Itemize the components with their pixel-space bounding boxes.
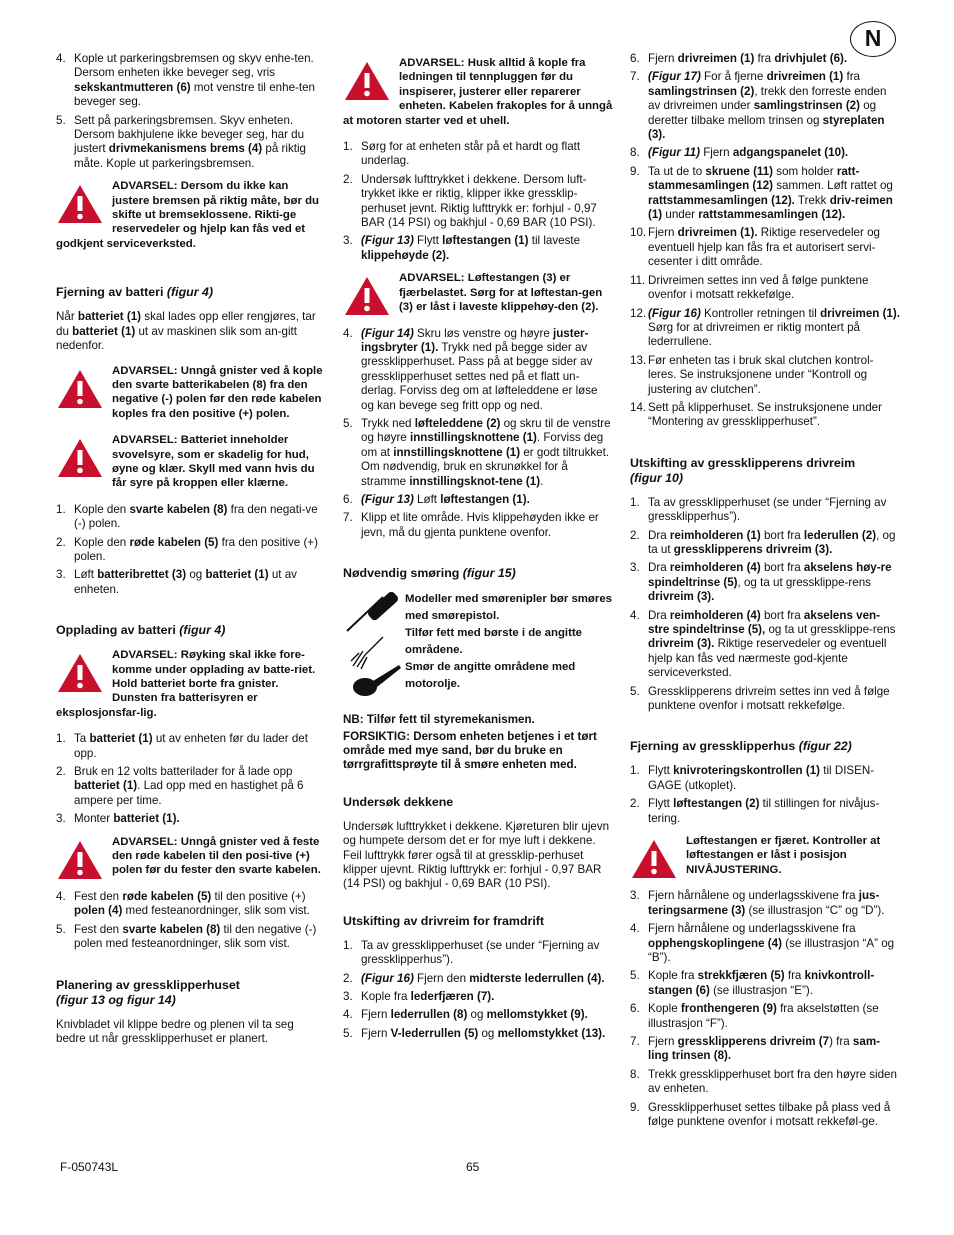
list-item-text: Ta av gressklipperhuset (se under “Fjerning av gressklipperhus”). — [361, 938, 600, 967]
list-remove-deck-b — [630, 889, 900, 1129]
list-item-number: 5. — [56, 922, 66, 936]
list-item-text: Trekk gressklipperhuset bort fra den høyre siden av enheten. — [648, 1067, 897, 1096]
heading-battery-charge: Opplading av batteri (figur 4) — [56, 623, 226, 638]
list-item-text: Ta batteriet (1) ut av enheten før du lader det opp. — [74, 732, 308, 760]
deck-leveling-text: Knivbladet vil klippe bedre og plenen vil ta seg bedre ut når gressklipperhuset er planert. — [56, 1017, 294, 1045]
warning-spark — [56, 364, 324, 422]
list-item-number: 3. — [56, 568, 66, 582]
list-item-text: (Figur 16) Kontroller retningen til drivreimen (1). Sørg for at drivreimen er riktig montert på lederrullene. — [648, 306, 900, 349]
list-drive-belt-cont — [630, 52, 900, 430]
list-item-number: 12. — [630, 306, 647, 320]
list-item — [630, 1002, 900, 1031]
list-item-number: 1. — [630, 495, 640, 509]
list-item-number: 1. — [343, 140, 353, 154]
list-item-number: 2. — [630, 797, 640, 811]
list-item — [343, 1027, 613, 1041]
warning-text: ADVARSEL: Røyking skal ikke fore-komme under opplading av batte-riet. Hold batteriet borte fra gnister. Dunsten fra batterisyren er eksplosjonsfar-lig. — [56, 649, 316, 719]
list-item-text: Fest den svarte kabelen (8) til den negative (-) polen med festeanordninger, slik som vist. — [74, 922, 317, 951]
list-item-text: Ta av gressklipperhuset (se under “Fjerning av gressklipperhus”). — [648, 495, 887, 524]
list-item-number: 6. — [343, 492, 353, 506]
heading-deck-leveling: Planering av gressklipperhuset (figur 13 og figur 14) — [56, 977, 240, 1007]
list-item-number: 3. — [56, 812, 66, 826]
list-item-text: (Figur 14) Skru løs venstre og høyre juster-ingsbryter (1). Trykk ned på begge sider av gressklipperhuset. Pass på at begge sider av gressklipperhuset settes ned på et flatt un-derlag. Forviss deg om at løfteleddene er løse og kan bevege seg fritt opp og ned. — [361, 326, 598, 412]
list-leveling-a — [343, 140, 613, 263]
page-language-badge: N — [850, 21, 896, 57]
list-item-number: 9. — [630, 164, 640, 178]
list-item-text: (Figur 16) Fjern den midterste lederrullen (4). — [361, 971, 605, 985]
column-middle — [343, 52, 613, 1045]
list-leveling-b — [343, 327, 613, 541]
brush-icon — [351, 637, 383, 669]
list-item — [343, 417, 613, 489]
list-item-text: Kople ut parkeringsbremsen og skyv enhe-ten. Dersom enheten ikke beveger seg, vris sekskantmutteren (6) mot venstre til enhe-ten beveger seg. — [74, 52, 315, 109]
list-item — [630, 1101, 900, 1130]
list-item-text: Dra reimholderen (1) bort fra lederullen (2), og ta ut gressklipperens drivreim (3). — [648, 528, 896, 556]
list-item — [630, 496, 900, 525]
list-item-text: Undersøk lufttrykket i dekkene. Dersom luft-trykket ikke er riktig, klipper ikke gressklip-perhuset jevnt. Riktig lufttrykk er: forhjul - 0,97 BAR (14 PSI) og bakhjul - 0,69 BAR (10 PSI). — [361, 172, 597, 230]
lubrication-legend — [343, 591, 613, 703]
page-number: 65 — [466, 1160, 480, 1174]
list-item-number: 8. — [630, 1067, 640, 1081]
caution-note: FORSIKTIG: Dersom enheten betjenes i et tørt område med mye sand, bør du bruke en tørrgrafittsprøyte til å smøre enheten med. — [343, 729, 597, 772]
list-item — [630, 146, 900, 160]
lube-text-oil: Smør de angitte områdene med motorolje. — [405, 661, 576, 691]
warning-triangle-icon — [56, 183, 104, 225]
list-item-number: 6. — [630, 52, 640, 65]
list-item — [630, 764, 900, 793]
list-item — [343, 990, 613, 1004]
list-item-text: Fjern drivreimen (1) fra drivhjulet (6). — [648, 52, 848, 65]
warning-text: ADVARSEL: Unngå gnister ved å kople den svarte batterikabelen (8) fra den negative (-) polen før den røde kabelen koples fra den positive (+) polen. — [112, 364, 323, 420]
list-item-text: (Figur 11) Fjern adgangspanelet (10). — [648, 146, 849, 160]
list-item-text: Sørg for at enheten står på et hardt og flatt underlag. — [361, 140, 581, 168]
list-item — [343, 1008, 613, 1022]
list-item — [630, 969, 900, 998]
list-item-text: Sett på parkeringsbremsen. Skyv enheten. Dersom bakhjulene ikke beveger seg, har du justert drivmekanismens brems (4) på riktig måte. Kople ut parkeringsbremsen. — [74, 113, 306, 170]
warning-text: ADVARSEL: Husk alltid å kople fra ledningen til tennpluggen før du inspiserer, justerer eller reparerer enheten. Kabelen frakoples for å unngå at motoren starter ved et uhell. — [343, 57, 613, 127]
list-item-text: Gressklipperhuset settes tilbake på plass ved å følge punktene ovenfor i motsatt rekkeføl-ge. — [648, 1100, 891, 1128]
warning-text: ADVARSEL: Løftestangen (3) er fjærbelastet. Sørg for at løftestan-gen (3) er låst i laveste klippehøy-den (2). — [399, 272, 603, 314]
lubrication-icons — [343, 591, 405, 703]
list-item — [343, 140, 613, 169]
list-item — [56, 765, 324, 808]
grease-gun-icon — [347, 592, 398, 631]
heading-lubrication: Nødvendig smøring (figur 15) — [343, 566, 516, 581]
list-item-number: 2. — [630, 528, 640, 542]
list-item-number: 4. — [343, 326, 353, 340]
list-item-text: Klipp et lite område. Hvis klippehøyden ikke er jevn, må du gjenta punktene ovenfor. — [361, 511, 599, 539]
list-item — [56, 503, 324, 532]
warning-lift-lever — [343, 271, 613, 314]
list-item — [56, 812, 324, 826]
list-item — [56, 923, 324, 952]
warning-triangle-icon — [343, 60, 391, 102]
heading-mower-belt: Utskifting av gressklipperens drivreim (figur 10) — [630, 455, 856, 485]
list-item-number: 5. — [343, 416, 353, 430]
list-item-number: 2. — [56, 765, 66, 779]
list-item-number: 7. — [630, 1034, 640, 1048]
list-item-number: 3. — [343, 990, 353, 1004]
list-item-number: 3. — [343, 234, 353, 248]
nb-note: NB: Tilfør fett til styremekanismen. — [343, 713, 535, 727]
list-battery-charge — [56, 732, 324, 826]
list-item — [630, 226, 900, 269]
list-item-text: Monter batteriet (1). — [74, 812, 180, 826]
warning-text: ADVARSEL: Dersom du ikke kan justere bremsen på riktig måte, bør du skifte ut bremseklossene. Rikti-ge reservedeler og hjelp kan fås ved et godkjent serviceverksted. — [56, 180, 319, 250]
battery-intro: Når batteriet (1) skal lades opp eller rengjøres, tar du batteriet (1) ut av maskinen slik som an-gitt nedenfor. — [56, 310, 316, 353]
list-item-text: Trykk ned løfteleddene (2) og skru til de venstre og høyre innstillingsknottene (1). Forviss deg om at innstillingsknottene (1) er godt tiltrukket. Om nødvendig, bruk en skrunøkkel for å stramme innstillingsknot-tene (1). — [361, 416, 611, 488]
warning-acid — [56, 433, 324, 491]
list-item-number: 3. — [630, 889, 640, 903]
list-item-text: Dra reimholderen (4) bort fra akselens ven-stre spindeltrinse (5), og ta ut gressklippe-rens drivreim (3). Riktige reservedeler og eventuell hjelp kan fås ved nærmeste god-kjente serviceverksted. — [648, 608, 896, 680]
tires-text: Undersøk lufttrykket i dekkene. Kjøreturen blir ujevn og humpete dersom det er for mye luft i dekkene. Feil lufttrykk fører også til at gressklip-perhuset klipper ujevnt. Riktig lufttrykk er: forhjul - 0,97 BAR (14 PSI) og bakhjul - 0,69 BAR (10 PSI). — [343, 819, 610, 891]
warning-triangle-icon — [56, 839, 104, 881]
list-item-text: (Figur 17) For å fjerne drivreimen (1) fra samlingstrinsen (2), trekk den forreste enden av drivreimen under samlingstrinsen (2) og deretter tilbake mellom trinsen og styreplaten (3). — [648, 70, 887, 142]
list-item — [630, 889, 900, 918]
list-item-text: Fjern V-lederrullen (5) og mellomstykket (13). — [361, 1026, 606, 1040]
list-item-number: 5. — [630, 969, 640, 983]
list-battery-removal — [56, 503, 324, 597]
list-item — [56, 536, 324, 565]
list-item-number: 5. — [630, 684, 640, 698]
warning-triangle-icon — [630, 838, 678, 880]
warning-triangle-icon — [56, 368, 104, 410]
list-item-number: 4. — [343, 1008, 353, 1022]
list-item — [56, 568, 324, 597]
document-code: F-050743L — [60, 1160, 119, 1174]
list-item-text: Løft batteribrettet (3) og batteriet (1) ut av enheten. — [74, 568, 297, 596]
list-item-text: Kople fronthengeren (9) fra akselstøtten (se illustrasjon “F”). — [648, 1002, 879, 1030]
column-right — [630, 52, 900, 1133]
list-item-text: Flytt knivroteringskontrollen (1) til DISEN-GAGE (utkoplet). — [648, 764, 875, 792]
list-item — [56, 52, 324, 110]
list-item-number: 4. — [630, 922, 640, 936]
list-item-number: 2. — [343, 971, 353, 985]
list-item — [630, 274, 900, 303]
warning-brake — [56, 179, 324, 251]
heading-battery-removal: Fjerning av batteri (figur 4) — [56, 285, 213, 300]
list-mower-belt — [630, 496, 900, 714]
heading-remove-deck: Fjerning av gressklipperhus (figur 22) — [630, 739, 852, 754]
list-item — [630, 1035, 900, 1064]
list-item-number: 1. — [56, 502, 66, 516]
list-item-number: 2. — [56, 535, 66, 549]
list-item-number: 4. — [56, 52, 66, 65]
list-park-brake — [56, 52, 324, 171]
list-item-text: Flytt løftestangen (2) til stillingen for nivåjus-tering. — [648, 797, 880, 825]
list-drive-belt — [343, 939, 613, 1041]
list-item-text: Før enheten tas i bruk skal clutchen kontrol-leres. Se instruksjonene under “Kontroll og justering av clutchen”. — [648, 353, 874, 396]
list-item-text: Fjern lederrullen (8) og mellomstykket (9). — [361, 1008, 588, 1022]
warning-spark-plug — [343, 56, 613, 128]
list-item-number: 14. — [630, 400, 647, 414]
list-item-number: 6. — [630, 1002, 640, 1016]
list-item-text: Fjern drivreimen (1). Riktige reservedeler og eventuell hjelp kan fås fra et autorisert servi-cesenter i ditt område. — [648, 226, 880, 269]
list-item-text: Fjern gressklipperens drivreim (7) fra sam-ling trinsen (8). — [648, 1034, 880, 1063]
list-item — [630, 70, 900, 142]
list-remove-deck-a — [630, 764, 900, 826]
list-item-text: Gressklipperens drivreim settes inn ved å følge punktene ovenfor i motsatt rekkefølge. — [648, 684, 890, 713]
warning-triangle-icon — [56, 437, 104, 479]
list-item — [630, 52, 900, 66]
list-item — [343, 493, 613, 507]
list-item-number: 11. — [630, 273, 646, 287]
list-item-number: 5. — [56, 113, 66, 127]
column-left — [56, 52, 324, 1056]
list-item-text: Kople fra lederfjæren (7). — [361, 990, 495, 1004]
list-item — [343, 511, 613, 540]
list-item-text: Kople den svarte kabelen (8) fra den negati-ve (-) polen. — [74, 502, 318, 531]
list-item-text: Kople den røde kabelen (5) fra den positive (+) polen. — [74, 535, 318, 563]
list-item-number: 4. — [630, 608, 640, 622]
list-item-number: 1. — [56, 732, 66, 746]
list-item — [630, 609, 900, 681]
heading-tires: Undersøk dekkene — [343, 794, 454, 809]
list-item-number: 8. — [630, 146, 640, 160]
lube-text-brush: Tilfør fett med børste i de angitte områdene. — [405, 627, 582, 657]
list-item-number: 13. — [630, 353, 647, 367]
list-item — [630, 561, 900, 604]
list-item-number: 4. — [56, 889, 66, 903]
lube-text-grease-gun: Modeller med smørenipler bør smøres med smørepistol. — [405, 593, 612, 623]
list-item — [343, 327, 613, 413]
warning-smoking — [56, 648, 324, 720]
list-item-number: 1. — [343, 938, 353, 952]
list-item — [630, 529, 900, 558]
list-item-text: Dra reimholderen (4) bort fra akselens høy-re spindeltrinse (5), og ta ut gressklippe-rens drivreim (3). — [648, 561, 892, 604]
list-item — [343, 972, 613, 986]
list-item-text: Bruk en 12 volts batterilader for å lade opp batteriet (1). Lad opp med en hastighet på 6 ampere per time. — [74, 765, 304, 807]
list-item-text: Fjern hårnålene og underlagsskivene fra jus-teringsarmene (3) (se illustrasjon “C” og “D”). — [648, 889, 885, 917]
list-item-text: (Figur 13) Flytt løftestangen (1) til laveste klippehøyde (2). — [361, 234, 581, 262]
warning-triangle-icon — [56, 652, 104, 694]
list-item-text: Kople fra strekkfjæren (5) fra knivkontroll-stangen (6) (se illustrasjon “E”). — [648, 969, 875, 997]
warning-text: ADVARSEL: Batteriet inneholder svovelsyre, som er skadelig for hud, øyne og klær. Skyll med vann hvis du får syre på kroppen eller klærne. — [112, 434, 315, 490]
list-item — [630, 1068, 900, 1097]
list-item — [630, 165, 900, 223]
list-item-text: Fest den røde kabelen (5) til den positive (+) polen (4) med festeanordninger, slik som vist. — [74, 889, 310, 918]
list-item-number: 10. — [630, 226, 647, 240]
list-item-text: (Figur 13) Løft løftestangen (1). — [361, 492, 530, 506]
warning-text: ADVARSEL: Unngå gnister ved å feste den røde kabelen til den posi-tive (+) polen før du fester den svarte kabelen. — [112, 835, 321, 877]
list-item-number: 7. — [343, 511, 353, 525]
warning-triangle-icon — [343, 275, 391, 317]
list-item — [56, 732, 324, 761]
list-item-number: 3. — [630, 561, 640, 575]
list-item — [630, 922, 900, 965]
list-item — [343, 234, 613, 263]
list-item-number: 2. — [343, 172, 353, 186]
list-item-number: 1. — [630, 764, 640, 778]
list-item-text: Sett på klipperhuset. Se instruksjonene under “Montering av gressklipperhuset”. — [648, 400, 882, 429]
list-item — [630, 401, 900, 430]
list-item — [56, 114, 324, 172]
list-item — [343, 939, 613, 968]
list-item-number: 5. — [343, 1026, 353, 1040]
list-item — [630, 685, 900, 714]
list-item-number: 7. — [630, 70, 640, 84]
heading-drive-belt: Utskifting av drivreim for framdrift — [343, 913, 545, 928]
warning-text: Løftestangen er fjæret. Kontroller at løftestangen er låst i posisjon NIVÅJUSTERING. — [686, 835, 881, 876]
list-item-number: 9. — [630, 1100, 640, 1114]
list-item-text: Fjern hårnålene og underlagsskivene fra opphengskoplingene (4) (se illustrasjon “A” og “B”). — [648, 922, 895, 964]
list-item — [630, 354, 900, 397]
warning-lift-spring — [630, 834, 900, 877]
list-item — [630, 797, 900, 826]
list-item-text: Ta ut de to skruene (11) som holder ratt-stammesamlingen (12) sammen. Løft rattet og rattstammesamlingen (12). Trekk driv-reimen (1) under rattstammesamlingen (12). — [648, 164, 893, 222]
list-battery-install — [56, 890, 324, 952]
warning-cable-order — [56, 835, 324, 878]
list-item — [630, 307, 900, 350]
oil-can-icon — [353, 665, 401, 696]
list-item — [343, 173, 613, 231]
list-item — [56, 890, 324, 919]
list-item-text: Drivreimen settes inn ved å følge punktene ovenfor i motsatt rekkefølge. — [648, 273, 869, 302]
